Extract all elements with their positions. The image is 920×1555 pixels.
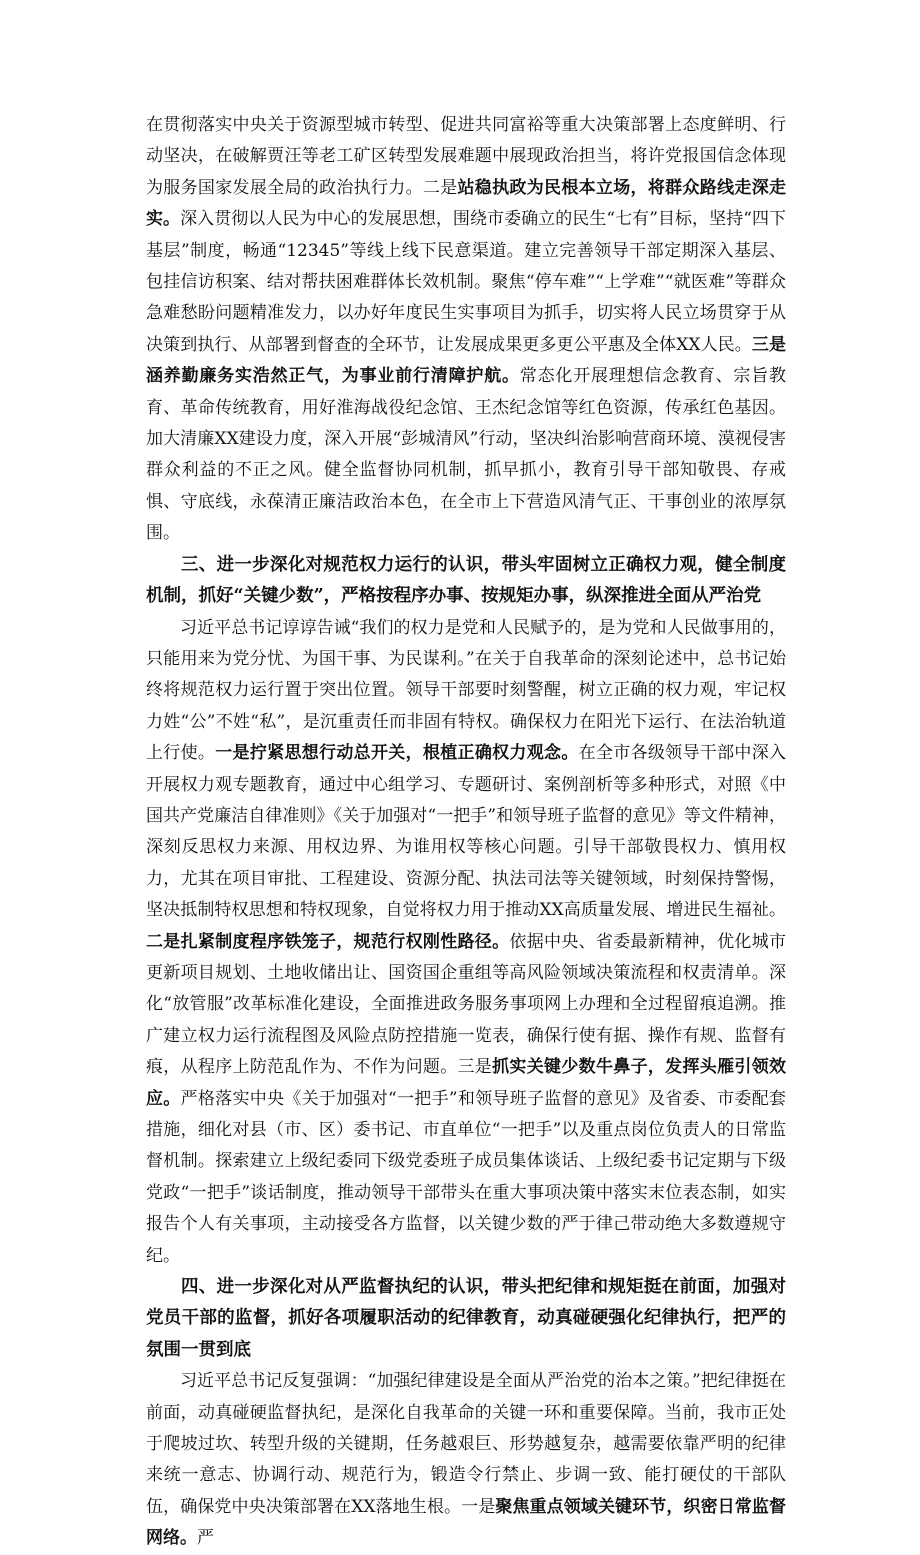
section-heading [146, 550, 786, 613]
section-heading [146, 1272, 786, 1366]
text-run: 常态化开展理想信念教育、宗旨教育、革命传统教育，用好淮海战役纪念馆、王杰纪念馆等红色资源，传承红色基因。加大清廉XX建设力度，深入开展“彭城清风”行动，坚决纠治影响营商环境、漠视侵害群众利益的不正之风。健全监督协同机制，抓早抓小，教育引导干部知敬畏、存戒惧、守底线，永葆清正廉洁政治本色，在全市上下营造风清气正、干事创业的浓厚氛围。 [146, 366, 787, 544]
text-run: 在全市各级领导干部中深入开展权力观专题教育，通过中心组学习、专题研讨、案例剖析等多种形式，对照《中国共产党廉洁自律准则》《关于加强对“一把手”和领导班子监督的意见》等文件精神，深刻反思权力来源、用权边界、为谁用权等核心问题。引导干部敬畏权力、慎用权力，尤其在项目审批、工程建设、资源分配、执法司法等关键领域，时刻保持警惕，坚决抵制特权思想和特权现象，自觉将权力用于推动XX高质量发展、增进民生福祉。 [146, 743, 787, 921]
text-run: 依据中央、省委最新精神，优化城市更新项目规划、土地收储出让、国资国企重组等高风险领域决策流程和权责清单。深化“放管服”改革标准化建设，全面推进政务服务事项网上办理和全过程留痕追溯。推广建立权力运行流程图及风险点防控措施一览表，确保行使有据、操作有规、监督有痕，从程序上防范乱作为、不作为问题。三是 [146, 931, 787, 1078]
text-run: 严 [197, 1528, 214, 1549]
text-run: 习近平总书记谆谆告诫“我们的权力是党和人民赋予的，是为党和人民做事用的，只能用来为党分忧、为国干事、为民谋利。”在关于自我革命的深刻论述中，总书记始终将规范权力运行置于突出位置。领导干部要时刻警醒，树立正确的权力观，牢记权力姓“公”不姓“私”，是沉重责任而非固有特权。确保权力在阳光下运行、在法治轨道上行使。 [146, 617, 786, 764]
body-paragraph [146, 613, 786, 1273]
bold-text-run: 三是涵养勤廉务实浩然正气，为事业前行清障护航。 [146, 334, 786, 387]
bold-text-run: 四、进一步深化对从严监督执纪的认识，带头把纪律和规矩挺在前面，加强对党员干部的监督，抓好各项履职活动的纪律教育，动真碰硬强化纪律执行，把严的氛围一贯到底 [146, 1277, 786, 1360]
bold-text-run: 站稳执政为民根本立场，将群众路线走深走实。 [146, 177, 786, 230]
document-body [146, 110, 786, 1555]
bold-text-run: 三、进一步深化对规范权力运行的认识，带头牢固树立正确权力观，健全制度机制，抓好“关键少数”，严格按程序办事、按规矩办事，纵深推进全面从严治党 [146, 554, 786, 607]
bold-text-run: 抓实关键少数牛鼻子，发挥头雁引领效应。 [146, 1057, 787, 1109]
bold-text-run: 一是拧紧思想行动总开关，根植正确权力观念。 [215, 743, 579, 764]
text-run: 严格落实中央《关于加强对“一把手”和领导班子监督的意见》及省委、市委配套措施，细化对县（市、区）委书记、市直单位“一把手”以及重点岗位负责人的日常监督机制。探索建立上级纪委同下级党委班子成员集体谈话、上级纪委书记定期与下级党政“一把手”谈话制度，推动领导干部带头在重大事项决策中落实末位表态制，如实报告个人有关事项，主动接受各方监督，以关键少数的严于律己带动绝大多数遵规守纪。 [146, 1088, 786, 1266]
bold-text-run: 二是扎紧制度程序铁笼子，规范行权刚性路径。 [146, 931, 510, 952]
body-paragraph [146, 110, 786, 550]
bold-text-run: 聚焦重点领域关键环节，织密日常监督网络。 [146, 1496, 786, 1549]
body-paragraph [146, 1366, 786, 1554]
text-run: 在贯彻落实中央关于资源型城市转型、促进共同富裕等重大决策部署上态度鲜明、行动坚决，在破解贾汪等老工矿区转型发展难题中展现政治担当，将许党报国信念体现为服务国家发展全局的政治执行力。二是 [146, 115, 786, 198]
text-run: 习近平总书记反复强调：“加强纪律建设是全面从严治党的治本之策。”把纪律挺在前面，动真碰硬监督执纪，是深化自我革命的关键一环和重要保障。当前，我市正处于爬坡过坎、转型升级的关键期，任务越艰巨、形势越复杂，越需要依靠严明的纪律来统一意志、协调行动、规范行为，锻造令行禁止、步调一致、能打硬仗的干部队伍，确保党中央决策部署在XX落地生根。一是 [146, 1371, 786, 1517]
text-run: 深入贯彻以人民为中心的发展思想，围绕市委确立的民生“七有”目标，坚持“四下基层”制度，畅通“12345”等线上线下民意渠道。建立完善领导干部定期深入基层、包挂信访积案、结对帮扶困难群体长效机制。聚焦“停车难”“上学难”“就医难”等群众急难愁盼问题精准发力，以办好年度民生实事项目为抓手，切实将人民立场贯穿于从决策到执行、从部署到督查的全环节，让发展成果更多更公平惠及全体XX人民。 [146, 209, 787, 355]
